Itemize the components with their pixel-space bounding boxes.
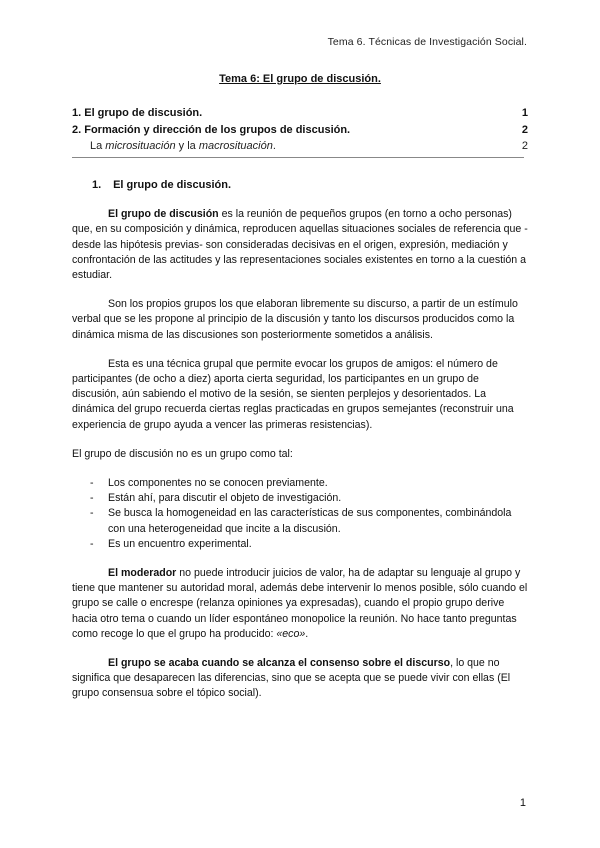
paragraph-definition: El grupo de discusión es la reunión de pequeños grupos (en torno a ocho personas) que, en su composición y dinámica, reproducen aquellas situaciones sociales de referencia que -desde las hipótesis previas- son consideradas decisivas en el origen, expresión, mediación y confrontación de las actitudes y las representaciones sociales existentes en torno a la cuestión a estudiar.	[72, 208, 528, 282]
paragraph-consensus: El grupo se acaba cuando se alcanza el consenso sobre el discurso, lo que no significa que desaparecen las diferencias, sino que se acepta que se puede vivir con ellas (El grupo consensua sobre el tópico social).	[72, 657, 511, 700]
page-number: 1	[519, 797, 526, 809]
paragraph-moderator: El moderador no puede introducir juicios de valor, ha de adaptar su lenguaje al grupo y tiene que mantener su autoridad moral, además debe intervenir lo menos posible, sólo cuando el grupo se calle o encrespe (relanza opiniones ya expresadas), cuando el propio grupo derive hacia otro tema o cuando un líder espontáneo monopolice la reunión. No hace tanto preguntas como recoge lo que el grupo ha producido: «eco».	[72, 567, 528, 640]
document-title: Tema 6: El grupo de discusión.	[219, 73, 381, 85]
paragraph-discourse: Son los propios grupos los que elaboran libremente su discurso, a partir de un estímulo verbal que se les propone al principio de la discusión y tanto los discursos producidos como la dinámica misma de las discusiones son posteriormente sometidos a análisis.	[72, 298, 518, 341]
list-item: - Los componentes no se conocen previamente.	[72, 476, 528, 491]
toc-entry-page: 1	[521, 107, 528, 119]
running-header: Tema 6. Técnicas de Investigación Social.	[327, 36, 527, 48]
toc-subentry-page: 2	[521, 140, 528, 152]
list-item: - Están ahí, para discutir el objeto de investigación.	[72, 491, 528, 506]
toc-entry-page: 2	[521, 123, 528, 136]
section-heading: 1. El grupo de discusión.	[92, 179, 232, 191]
toc-entry-label: 2. Formación y dirección de los grupos de discusión.	[72, 123, 351, 136]
toc-entry-label: 1. El grupo de discusión.	[72, 107, 203, 119]
list-item: - Se busca la homogeneidad en las características de sus componentes, combinándola con una heterogeneidad que incite a la discusión.	[72, 506, 528, 536]
toc-entry[interactable]	[72, 122, 528, 139]
toc-divider	[72, 157, 524, 158]
characteristics-list	[72, 476, 528, 552]
toc-subentry-label: La microsituación y la macrosituación.	[90, 140, 276, 152]
toc-subentry[interactable]	[72, 138, 528, 155]
document-body	[72, 178, 528, 716]
paragraph-technique: Esta es una técnica grupal que permite evocar los grupos de amigos: el número de participantes (de ocho a diez) aporta cierta seguridad, los participantes en un grupo de discusión, aún sabiendo el motivo de la sesión, se sienten perplejos y desorientados. La dinámica del grupo recuerda ciertas reglas practicadas en grupos semejantes (reconstruir una experiencia de grupo ayuda a vencer las primeras resistencias).	[72, 357, 514, 431]
table-of-contents	[72, 105, 528, 155]
list-item: - Es un encuentro experimental.	[72, 537, 528, 552]
paragraph-list-intro: El grupo de discusión no es un grupo como tal:	[72, 447, 293, 460]
toc-entry[interactable]	[72, 105, 528, 122]
